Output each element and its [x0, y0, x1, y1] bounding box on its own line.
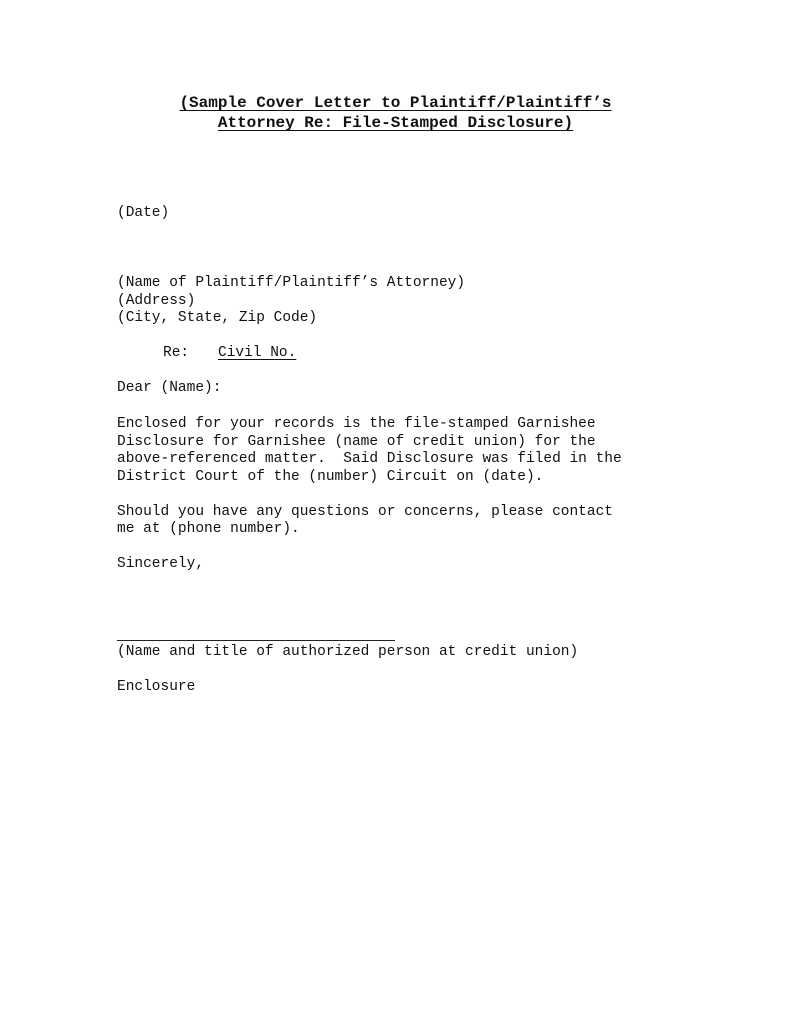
date-placeholder: (Date): [117, 205, 170, 221]
signature-caption: (Name and title of authorized person at credit union): [117, 644, 579, 660]
recipient-name: (Name of Plaintiff/Plaintiff’s Attorney): [117, 275, 466, 291]
re-label: Re:: [163, 345, 190, 361]
title-line-2: Attorney Re: File-Stamped Disclosure): [217, 114, 574, 132]
letter-title: [0, 93, 791, 133]
body-paragraph-2-line-1: Should you have any questions or concerns, please contact: [117, 503, 613, 520]
salutation: Dear (Name):: [117, 380, 222, 396]
enclosure-note: Enclosure: [117, 679, 196, 695]
civil-number: Civil No.: [218, 345, 297, 361]
body-paragraph-1-line-2: Disclosure for Garnishee (name of credit union) for the: [117, 433, 596, 450]
body-paragraph-1-line-1: Enclosed for your records is the file-stamped Garnishee: [117, 416, 596, 432]
body-paragraph-1-line-3: above-referenced matter. Said Disclosure was filed in the: [117, 451, 622, 467]
title-line-1: (Sample Cover Letter to Plaintiff/Plaintiff’s: [179, 94, 612, 112]
body-paragraph-2-line-2: me at (phone number).: [117, 521, 300, 537]
body-paragraph-1-line-4: District Court of the (number) Circuit on (date).: [117, 468, 544, 485]
signature-line: [117, 640, 395, 641]
recipient-address: (Address): [117, 292, 196, 309]
closing: Sincerely,: [117, 556, 205, 572]
recipient-city-state-zip: (City, State, Zip Code): [117, 310, 318, 326]
